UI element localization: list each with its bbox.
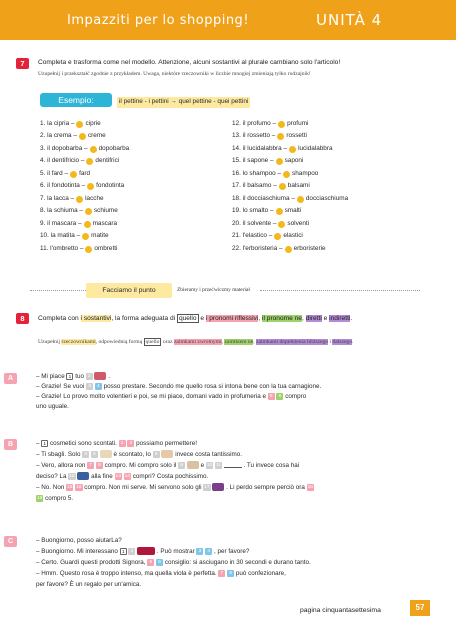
answer-blank[interactable] bbox=[90, 146, 97, 153]
answer-blank[interactable] bbox=[278, 121, 285, 128]
brush-image bbox=[77, 472, 89, 480]
exercise-8-badge: 8 bbox=[16, 313, 29, 324]
dialog-line: – Grazie! Lo provo molto volentieri e poi, se mi piace, domani vado in profumeria e 5 6 compro bbox=[36, 393, 307, 401]
blank-1[interactable]: 1 bbox=[120, 548, 127, 555]
dialog-line: uno uguale. bbox=[36, 403, 69, 411]
list-item: 14. il lucidalabbra – lucidalabbra bbox=[232, 144, 333, 152]
header-title: Impazziti per lo shopping! bbox=[67, 13, 250, 28]
answer-blank[interactable] bbox=[76, 196, 83, 203]
blank-8[interactable]: 8 bbox=[96, 462, 103, 469]
exercise-8-instruction-pl: Uzupełnij rzeczownikami, odpowiednią formą quello oraz zaimkami zwrotnymi, zaimkiem ne, zaimkami dopełnienia bliższego i dalszego. bbox=[38, 339, 354, 345]
dialog-line: – Ti sbagli. Solo 4 5 è scontato, lo 6 invece costa tantissimo. bbox=[36, 451, 243, 459]
list-item: 5. il fard – fard bbox=[40, 169, 91, 177]
nail-polish-image bbox=[137, 547, 155, 555]
cosmetic-image bbox=[187, 461, 199, 469]
cosmetic-image bbox=[100, 450, 112, 458]
list-item: 21. l'elastico – elastici bbox=[232, 232, 303, 240]
answer-blank[interactable] bbox=[297, 196, 304, 203]
page-header bbox=[0, 0, 456, 40]
blank-5[interactable]: 5 bbox=[147, 559, 154, 566]
dialog-line: – Grazie! Se vuoi 3 4 posso prestare. Secondo me quello rosa si intona bene con la tua carnagione. bbox=[36, 383, 322, 391]
blank-7[interactable]: 7 bbox=[218, 570, 225, 577]
dialog-line: – Vero, allora non 7 8 compro. Mi compro solo il 9 e 10 11 . Tu invece cosa hai bbox=[36, 462, 300, 470]
example-label: Esempio: bbox=[40, 93, 112, 107]
dialog-a bbox=[36, 372, 446, 412]
list-item: 4. il dentifricio – dentifrici bbox=[40, 157, 120, 165]
blank-4[interactable]: 4 bbox=[95, 383, 102, 390]
dialog-line: – 1 cosmetici sono scontati. 2 3 possiamo permettere! bbox=[36, 440, 198, 447]
answer-blank[interactable] bbox=[289, 146, 296, 153]
elastic-image bbox=[212, 483, 224, 491]
answer-blank[interactable] bbox=[85, 246, 92, 253]
blank-1[interactable]: 1 bbox=[66, 373, 73, 380]
blank-4[interactable]: 4 bbox=[205, 548, 212, 555]
blank-11[interactable]: 11 bbox=[215, 462, 221, 468]
list-item: 18. il docciaschiuma – docciaschiuma bbox=[232, 194, 349, 202]
answer-line[interactable] bbox=[224, 462, 242, 468]
list-item: 20. il solvente – solventi bbox=[232, 219, 310, 227]
list-item: 19. lo smalto – smalti bbox=[232, 207, 302, 215]
exercise-8-instruction: Completa con i sostantivi, la forma adeguata di quello e i pronomi riflessivi, il pronome ne, diretti e indiretti. bbox=[38, 315, 353, 322]
exercise-7-badge: 7 bbox=[16, 58, 29, 69]
divider bbox=[30, 290, 86, 291]
blank-2[interactable]: 2 bbox=[86, 373, 93, 380]
list-item: 13. il rossetto – rossetti bbox=[232, 132, 307, 140]
page-footer-text: pagina cinquantasettesima bbox=[300, 607, 381, 614]
list-item: 12. il profumo – profumi bbox=[232, 119, 309, 127]
answer-blank[interactable] bbox=[86, 158, 93, 165]
lipstick-image bbox=[94, 372, 106, 380]
blank-18[interactable]: 18 bbox=[307, 484, 313, 490]
answer-blank[interactable] bbox=[85, 208, 92, 215]
dialog-c bbox=[36, 535, 446, 590]
exercise-7-list-right bbox=[232, 118, 348, 256]
blank-14[interactable]: 14 bbox=[124, 473, 130, 479]
list-item: 2. la crema – creme bbox=[40, 132, 106, 140]
section-c-badge: C bbox=[4, 536, 17, 547]
blank-5[interactable]: 5 bbox=[268, 393, 275, 400]
dialog-line: – No. Non 15 16 compro. Non mi serve. Mi servono solo gli 17 . Li perdo sempre perciò ora 18 bbox=[36, 484, 313, 492]
answer-blank[interactable] bbox=[276, 158, 283, 165]
section-b-badge: B bbox=[4, 439, 17, 450]
answer-blank[interactable] bbox=[274, 233, 281, 240]
dialog-line: – Certo. Guardi questi prodotti Signora, 5 6 consiglio: si asciugano in 30 secondi e durano tanto. bbox=[36, 559, 311, 567]
blank-7[interactable]: 7 bbox=[87, 462, 94, 469]
list-item: 3. il dopobarba – dopobarba bbox=[40, 144, 130, 152]
list-item: 16. lo shampoo – shampoo bbox=[232, 169, 319, 177]
dialog-line: 19 compro 5. bbox=[37, 495, 74, 503]
dialog-line: – Buongiorno, posso aiutarLa? bbox=[36, 537, 122, 544]
dialog-line: – Buongiorno. Mi interessano 1 2 . Può mostrar 3 4 , per favore? bbox=[36, 548, 250, 556]
answer-blank[interactable] bbox=[279, 183, 286, 190]
list-item: 1. la cipria – ciprie bbox=[40, 119, 101, 127]
answer-blank[interactable] bbox=[79, 133, 86, 140]
answer-blank[interactable] bbox=[70, 171, 77, 178]
blank-6[interactable]: 6 bbox=[153, 451, 160, 458]
answer-blank[interactable] bbox=[285, 246, 292, 253]
unit-label: UNITÀ 4 bbox=[316, 11, 383, 29]
list-item: 17. il balsamo – balsami bbox=[232, 182, 310, 190]
section-title-pl: Zbieramy i przećwiczmy materiał bbox=[177, 287, 250, 293]
blank-1[interactable]: 1 bbox=[41, 440, 48, 447]
answer-blank[interactable] bbox=[283, 171, 290, 178]
blank-3[interactable]: 3 bbox=[196, 548, 203, 555]
list-item: 6. il fondotinta – fondotinta bbox=[40, 182, 125, 190]
blank-3[interactable]: 3 bbox=[86, 383, 93, 390]
blank-8[interactable]: 8 bbox=[227, 570, 234, 577]
dialog-line: – Mi piace 1 tuo 2 . bbox=[36, 373, 110, 380]
dialog-line: per favore? È un regalo per un'amica. bbox=[36, 581, 142, 589]
answer-blank[interactable] bbox=[84, 221, 91, 228]
blank-9[interactable]: 9 bbox=[178, 462, 185, 469]
list-item: 15. il sapone – saponi bbox=[232, 157, 304, 165]
answer-blank[interactable] bbox=[82, 233, 89, 240]
section-a-badge: A bbox=[4, 373, 17, 384]
blank-3[interactable]: 3 bbox=[127, 440, 134, 447]
answer-blank[interactable] bbox=[76, 121, 83, 128]
blank-5[interactable]: 5 bbox=[91, 451, 98, 458]
section-title: Facciamo il punto bbox=[86, 283, 172, 298]
blank-4[interactable]: 4 bbox=[82, 451, 89, 458]
list-item: 9. il mascara – mascara bbox=[40, 219, 118, 227]
list-item: 11. l'ombretto – ombretti bbox=[40, 244, 118, 252]
divider bbox=[260, 290, 420, 291]
blank-6[interactable]: 6 bbox=[156, 559, 163, 566]
dialog-line: deciso? La 12 alla fine 13 14 compri? Costa pochissimo. bbox=[36, 473, 209, 481]
blank-15[interactable]: 15 bbox=[67, 484, 73, 490]
list-item: 22. l'erboristeria – erboristerie bbox=[232, 244, 326, 252]
blank-12[interactable]: 12 bbox=[69, 473, 75, 479]
exercise-7-instruction: Completa e trasforma come nel modello. Attenzione, alcuni sostantivi al plurale cambiano solo l'articolo! bbox=[38, 59, 341, 66]
answer-blank[interactable] bbox=[277, 133, 284, 140]
exercise-7-instruction-pl: Uzupełnij i przekształć zgodnie z przykładem. Uwaga, niektóre rzeczowniki w liczbie mnogiej zmieniają tylko rodzajnik! bbox=[38, 71, 311, 77]
example-text: il pettine - i pettini → quel pettine - quei pettini bbox=[117, 97, 250, 108]
dialog-b bbox=[36, 438, 446, 504]
list-item: 7. la lacca – lacche bbox=[40, 194, 104, 202]
page-number: 57 bbox=[410, 600, 430, 616]
blank-13[interactable]: 13 bbox=[115, 473, 121, 479]
cosmetic-image bbox=[161, 450, 173, 458]
answer-blank[interactable] bbox=[87, 183, 94, 190]
list-item: 8. la schiuma – schiume bbox=[40, 207, 118, 215]
blank-2[interactable]: 2 bbox=[119, 440, 126, 447]
blank-19[interactable]: 19 bbox=[37, 495, 43, 501]
answer-blank[interactable] bbox=[278, 221, 285, 228]
exercise-7-list-left bbox=[40, 118, 129, 256]
dialog-line: – Hmm. Questo rosa è troppo intenso, ma quella viola è perfetta. 7 8 può confezionare, bbox=[36, 570, 286, 578]
blank-6[interactable]: 6 bbox=[276, 393, 283, 400]
answer-blank[interactable] bbox=[276, 208, 283, 215]
blank-17[interactable]: 17 bbox=[204, 484, 210, 490]
list-item: 10. la matita – matite bbox=[40, 232, 109, 240]
blank-16[interactable]: 16 bbox=[76, 484, 82, 490]
blank-10[interactable]: 10 bbox=[206, 462, 213, 468]
blank-2[interactable]: 2 bbox=[128, 548, 135, 555]
